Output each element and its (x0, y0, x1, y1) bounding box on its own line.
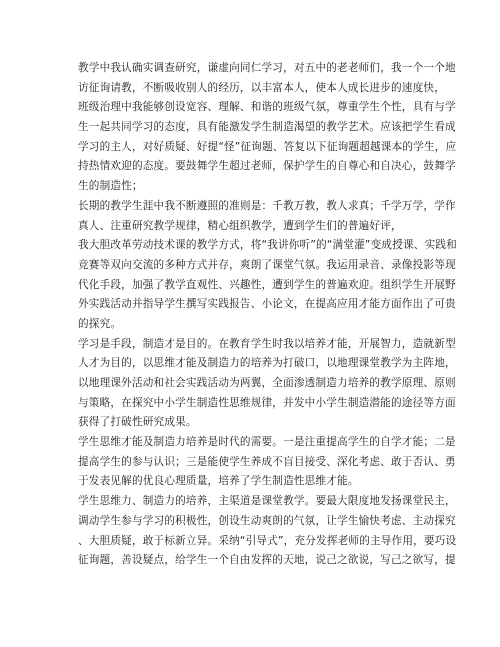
text-line: 学生思维才能及制造力培养是时代的需要。一是注重提高学生的自学才能；二是 (78, 436, 456, 449)
text-line: 我大胆改革劳动技术课的教学方式，将“我讲你听”的“满堂灌”变成授课、实践和 (78, 239, 457, 252)
text-line: 访征询请教，不断吸收别人的经历，以丰富本人，使本人成长进步的速度快， (78, 81, 445, 94)
body-text (78, 59, 457, 571)
text-line: 班级治理中我能够创设宽容、理解、和谐的班级气氛，尊重学生个性，具有与学 (78, 101, 456, 114)
text-line: 生一起共同学习的态度，具有能激发学生制造渴望的教学艺术。应该把学生看成 (78, 121, 456, 134)
text-line: 代化手段，加强了教学直观性、兴趣性，遭到学生的普遍欢迎。组织学生开展野 (78, 278, 456, 291)
text-line: 竞赛等双向交流的多种方式并存，爽朗了课堂气氛。我运用录音、录像投影等现 (78, 258, 456, 271)
text-line: 于发表见解的优良心理质量，培养了学生制造性思维才能。 (78, 475, 359, 488)
text-line: 人才为目的，以思维才能及制造力的培养为打破口，以地理课堂教学为主阵地， (78, 357, 456, 370)
text-line: 征询题，善设疑点，给学生一个自由发挥的天地，说己之欲说，写己之欲写，提 (78, 554, 456, 567)
text-line: 真人、注重研究教学规律，精心组织教学，遭到学生们的普遍好评， (78, 219, 402, 232)
text-line: 学生思维力、制造力的培养，主渠道是课堂教学。要最大限度地发扬课堂民主， (78, 495, 456, 508)
text-line: 调动学生参与学习的积极性，创设生动爽朗的气氛，让学生愉快考虑、主动探究 (78, 514, 456, 527)
text-line: 持热情欢迎的态度。要鼓舞学生超过老师，保护学生的自尊心和自决心，鼓舞学 (78, 160, 456, 173)
text-line: 以地理课外活动和社会实践活动为两翼，全面渗透制造力培养的教学原理、原则 (78, 377, 456, 389)
text-line: 的探究。 (78, 317, 122, 330)
text-line: 学习的主人，对好质疑、好提“怪”征询题、答复以下征询题超越课本的学生，应 (78, 140, 457, 153)
text-line: 与策略，在探究中小学生制造性思维规律，并发中小学生制造潜能的途径等方面 (78, 396, 456, 409)
text-line: 、大胆质疑，敢于标新立异。采纳“引导式”，充分发挥老师的主导作用，要巧设 (78, 534, 457, 547)
text-line: 生的制造性； (78, 180, 143, 193)
text-line: 获得了打破性研究成果。 (78, 416, 197, 429)
text-line: 提高学生的参与认识；三是能使学生养成不盲目接受、深化考虑、敢于否认、勇 (78, 455, 456, 468)
text-line: 教学中我认确实调查研究，谦虚向同仁学习，对五中的老老师们，我一个一个地 (78, 62, 456, 74)
text-line: 长期的教学生涯中我不断遵照的准则是：千教万教，教人求真；千学万学，学作 (78, 199, 456, 212)
text-line: 学习是手段，制造才是目的。在教育学生时我以培养才能，开展智力，造就新型 (78, 337, 456, 350)
text-line: 外实践活动并指导学生撰写实践报告、小论文，在提高应用才能方面作出了可贵 (78, 298, 456, 311)
